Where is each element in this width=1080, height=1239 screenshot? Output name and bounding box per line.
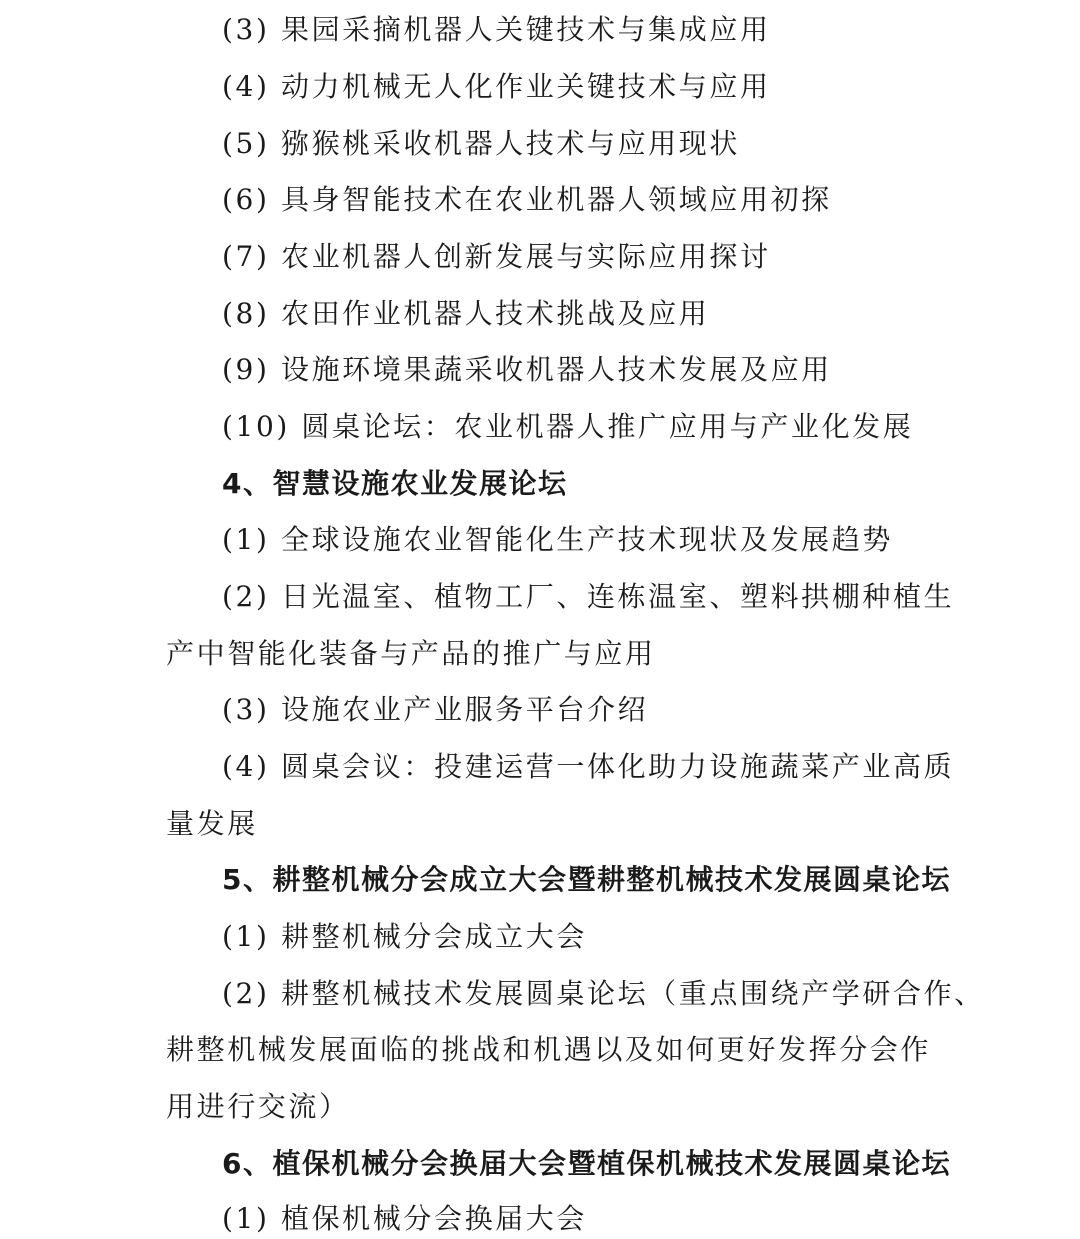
list-item: (2) 日光温室、植物工厂、连栋温室、塑料拱棚种植生	[222, 580, 955, 613]
section-heading: 4、智慧设施农业发展论坛	[222, 467, 568, 500]
list-item: (6) 具身智能技术在农业机器人领域应用初探	[222, 183, 832, 216]
list-item: (4) 圆桌会议：投建运营一体化助力设施蔬菜产业高质	[222, 750, 955, 783]
section-heading: 5、耕整机械分会成立大会暨耕整机械技术发展圆桌论坛	[222, 863, 951, 896]
list-item: (1) 植保机械分会换届大会	[222, 1202, 587, 1235]
list-item: (2) 耕整机械技术发展圆桌论坛（重点围绕产学研合作、	[222, 977, 985, 1010]
list-item: (1) 全球设施农业智能化生产技术现状及发展趋势	[222, 523, 893, 556]
list-item: (3) 果园采摘机器人关键技术与集成应用	[222, 13, 771, 46]
list-item: (1) 耕整机械分会成立大会	[222, 920, 587, 953]
list-item-continuation: 耕整机械发展面临的挑战和机遇以及如何更好发挥分会作	[166, 1033, 932, 1066]
list-item-continuation: 用进行交流）	[166, 1090, 350, 1123]
list-item-continuation: 产中智能化装备与产品的推广与应用	[166, 637, 656, 670]
list-item: (10) 圆桌论坛：农业机器人推广应用与产业化发展	[222, 410, 914, 443]
list-item: (5) 猕猴桃采收机器人技术与应用现状	[222, 127, 740, 160]
section-heading: 6、植保机械分会换届大会暨植保机械技术发展圆桌论坛	[222, 1147, 951, 1180]
list-item: (3) 设施农业产业服务平台介绍	[222, 693, 649, 726]
list-item: (7) 农业机器人创新发展与实际应用探讨	[222, 240, 771, 273]
list-item-continuation: 量发展	[166, 807, 258, 840]
list-item: (9) 设施环境果蔬采收机器人技术发展及应用	[222, 353, 832, 386]
list-item: (4) 动力机械无人化作业关键技术与应用	[222, 70, 771, 103]
list-item: (8) 农田作业机器人技术挑战及应用	[222, 297, 710, 330]
